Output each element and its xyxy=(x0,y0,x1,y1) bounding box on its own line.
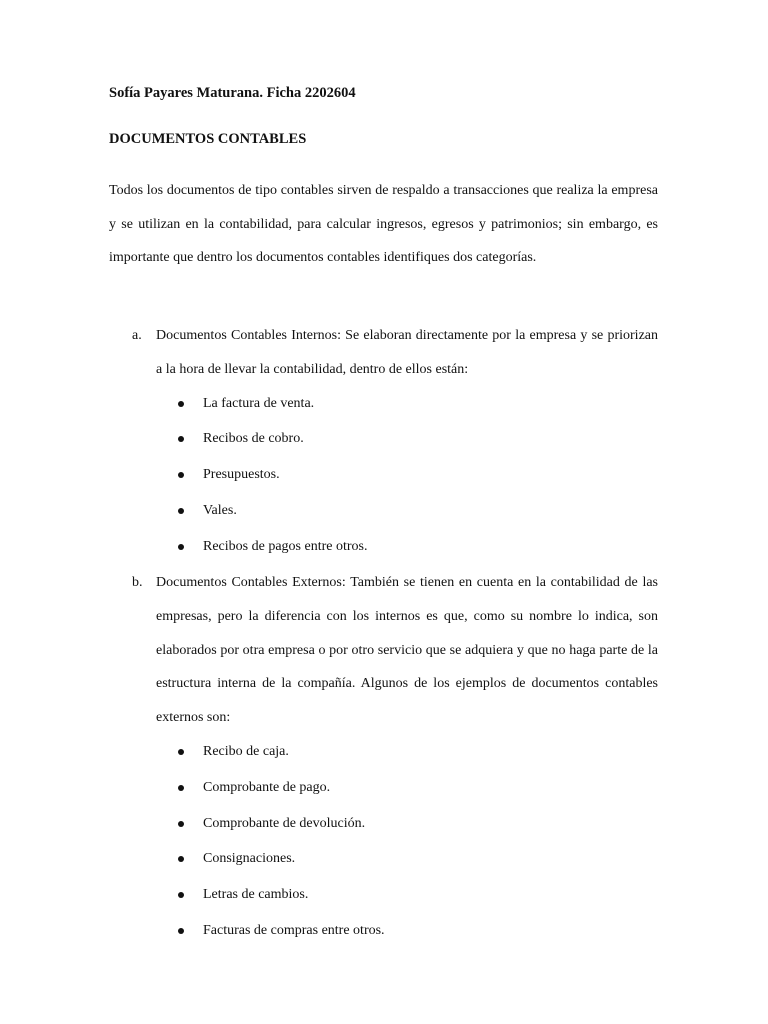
list-item-text: Presupuestos. xyxy=(203,467,280,483)
list-item-text: Recibos de cobro. xyxy=(203,431,304,447)
bullet-icon xyxy=(178,544,184,550)
list-item-text: Letras de cambios. xyxy=(203,887,309,903)
list-item xyxy=(132,494,658,530)
bullet-icon xyxy=(178,401,184,407)
section-text: Documentos Contables Externos: También se tienen en cuenta en la contabilidad de las empresas, pero la diferencia con los internos es que, como su nombre lo indica, son elaborados por otra empresa o por otro servicio que se adquiera y que no haga parte de la estructura interna de la compañía. Algunos de los ejemplos de documentos contables externos son: xyxy=(156,575,658,726)
bullet-icon xyxy=(178,892,184,898)
bullet-icon xyxy=(178,508,184,514)
list-item xyxy=(132,807,658,843)
section-internal-item xyxy=(132,319,658,387)
section-external xyxy=(132,566,658,950)
list-item-text: Recibo de caja. xyxy=(203,743,289,759)
external-documents-list xyxy=(132,735,658,950)
author-line: Sofía Payares Maturana. Ficha 2202604 xyxy=(109,85,356,101)
section-internal xyxy=(132,319,658,566)
bullet-icon xyxy=(178,472,184,478)
bullet-icon xyxy=(178,436,184,442)
list-item xyxy=(132,842,658,878)
list-item xyxy=(132,771,658,807)
list-item xyxy=(132,914,658,950)
list-item xyxy=(132,422,658,458)
list-item-text: Consignaciones. xyxy=(203,851,296,867)
list-item-text: La factura de venta. xyxy=(203,395,315,411)
list-item xyxy=(132,878,658,914)
list-item-text: Vales. xyxy=(203,502,237,518)
bullet-icon xyxy=(178,821,184,827)
section-text: Documentos Contables Internos: Se elaboran directamente por la empresa y se priorizan a la hora de llevar la contabilidad, dentro de ellos están: xyxy=(156,328,658,377)
section-external-item xyxy=(132,566,658,735)
section-marker: a. xyxy=(132,328,142,343)
bullet-icon xyxy=(178,785,184,791)
internal-documents-list xyxy=(132,387,658,566)
list-item xyxy=(132,458,658,494)
list-item xyxy=(132,387,658,423)
list-item xyxy=(132,735,658,771)
document-title: DOCUMENTOS CONTABLES xyxy=(109,131,307,147)
bullet-icon xyxy=(178,928,184,934)
list-item-text: Comprobante de devolución. xyxy=(203,815,366,831)
list-item-text: Recibos de pagos entre otros. xyxy=(203,538,368,554)
intro-paragraph: Todos los documentos de tipo contables sirven de respaldo a transacciones que realiza la empresa y se utilizan en la contabilidad, para calcular ingresos, egresos y patrimonios; sin embargo, es importante que dentro los documentos contables identifiques dos categorías. xyxy=(109,183,658,265)
list-item xyxy=(132,530,658,566)
bullet-icon xyxy=(178,856,184,862)
bullet-icon xyxy=(178,749,184,755)
list-item-text: Comprobante de pago. xyxy=(203,779,331,795)
section-marker: b. xyxy=(132,575,143,590)
list-item-text: Facturas de compras entre otros. xyxy=(203,922,385,938)
